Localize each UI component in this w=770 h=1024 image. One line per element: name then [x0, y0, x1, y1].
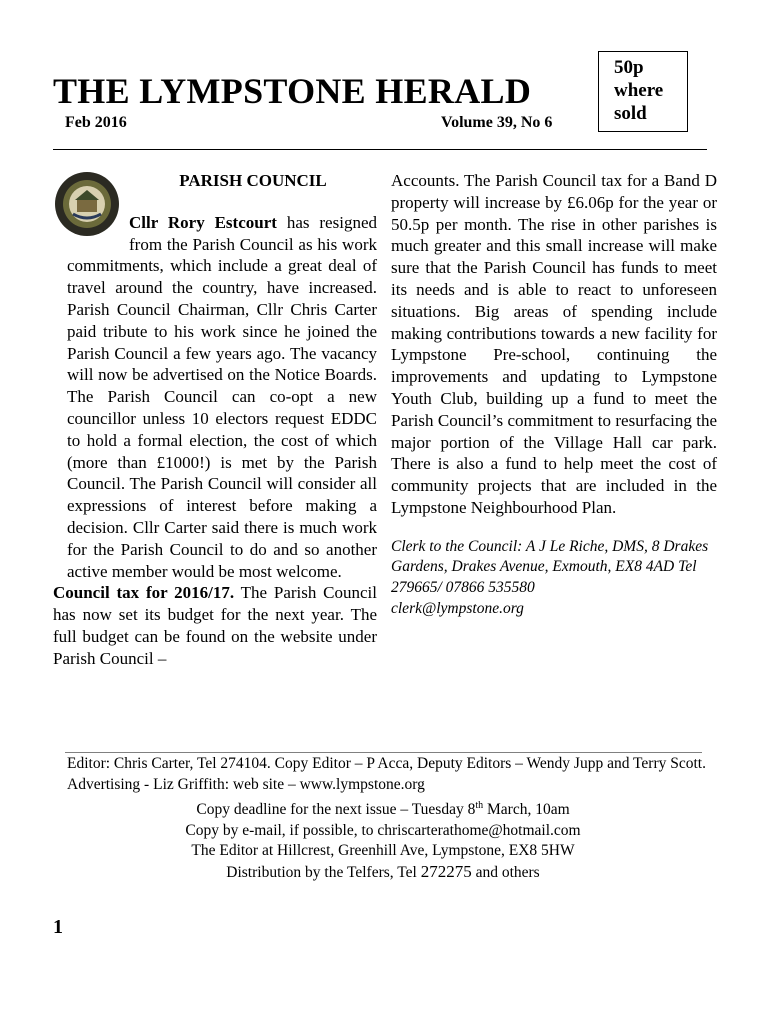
paragraph-resignation — [53, 212, 377, 583]
lead-text: Cllr Rory Estcourt — [129, 212, 277, 232]
distribution — [53, 862, 713, 884]
distribution-suffix: and others — [471, 864, 540, 882]
copy-email: Copy by e-mail, if possible, to chriscarterathome@hotmail.com — [185, 821, 581, 839]
editor-credits: Editor: Chris Carter, Tel 274104. Copy Editor – P Acca, Deputy Editors – Wendy Jupp and Terry Scott. Advertising - Liz Griffith: web site – www.lympstone.org — [67, 755, 706, 793]
deadline-ordinal: th — [475, 799, 484, 811]
masthead-title: THE LYMPSTONE HERALD — [53, 71, 532, 111]
page-number: 1 — [53, 916, 63, 938]
issue-volume: Volume 39, No 6 — [441, 114, 553, 131]
article-left-column — [53, 170, 377, 670]
clerk-address: Clerk to the Council: A J Le Riche, DMS, 8 Drakes Gardens, Drakes Avenue, Exmouth, EX8 4AD Tel 279665/ 07866 535580 — [391, 537, 709, 596]
section-heading: PARISH COUNCIL — [179, 171, 327, 190]
price-line: 50p — [614, 57, 644, 78]
body-text: The Parish Council has now set its budget for the next year. The full budget can be found on the website under Parish Council – — [53, 583, 378, 668]
paragraph-accounts: Accounts. The Parish Council tax for a Band D property will increase by £6.06p for the year or 50.5p per month. The rise in other parishes is much greater and this small increase will make sure that the Parish Council has funds to meet its needs and is able to react to unforeseen situations. Big areas of spending include making contributions towards a new facility for Lympstone Pre-school, continuing the improvements and updating to Lympstone Youth Club, building up a fund to meet the Parish Council’s commitment to resurfacing the major portion of the Village Hall car park. There is also a fund to help meet the cost of community projects that are included in the Lympstone Neighbourhood Plan. — [391, 171, 717, 517]
clerk-email: clerk@lympstone.org — [391, 599, 524, 617]
distribution-text: Distribution by the Telfers, Tel — [226, 864, 421, 882]
lead-text: Council tax for 2016/17. — [53, 583, 235, 603]
editor-address: The Editor at Hillcrest, Greenhill Ave, Lympstone, EX8 5HW — [191, 842, 575, 860]
copy-deadline — [53, 796, 713, 821]
header-rule — [53, 149, 707, 150]
distribution-tel: 272275 — [420, 862, 472, 882]
price-line: sold — [614, 103, 647, 124]
paragraph-council-tax — [53, 582, 377, 669]
issue-date: Feb 2016 — [65, 114, 127, 131]
deadline-time: March, 10am — [483, 800, 570, 818]
clerk-contact — [391, 537, 717, 619]
lympstone-parish-crest-icon — [53, 170, 123, 238]
body-text: has resigned from the Parish Council as his work commitments, which include a great deal of travel around the country, have increased. Parish Council Chairman, Cllr Chris Carter paid tribute to his work since he joined the Parish Council a few years ago. The vacancy will now be advertised on the Notice Boards. The Parish Council can co-opt a new councillor unless 10 electors request EDDC to hold a formal election, the cost of which (more than £1000!) is met by the Parish Council. The Parish Council will consider all expressions of interest before making a decision. Cllr Carter said there is much work for the Parish Council to do and so another active member would be most welcome. — [67, 212, 377, 581]
price-box — [598, 51, 688, 132]
price-line: where — [614, 80, 664, 101]
editorial-footer — [53, 754, 713, 884]
article-right-column — [391, 170, 717, 619]
footer-rule — [65, 752, 702, 753]
deadline-text: Copy deadline for the next issue – Tuesday 8 — [196, 800, 476, 818]
